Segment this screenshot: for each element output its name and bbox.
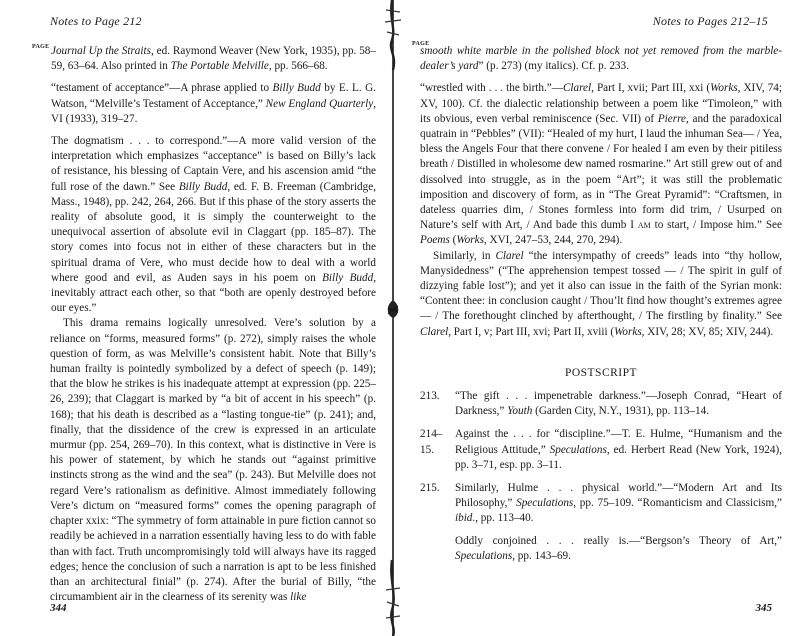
postscript-entry-215: [420, 481, 782, 564]
right-text-block: [420, 44, 782, 564]
entry-body: Against the . . . for “discipline.”—T. E. Hulme, “Humanism and the Religious Attitude,” Speculations, ed. Herbert Read (New York, 1924), pp. 3–71, esp. pp. 3–11.: [455, 428, 782, 471]
book-gutter: [380, 0, 406, 636]
entry-number: 215.: [420, 482, 440, 495]
note-wrestled: “wrestled with . . . the birth.”—Clarel, Part I, xvii; Part III, xxi (Works, XIV, 74; XV, 100). Cf. the dialectic relationship between a poem like “Timoleon,” with its obvious, even verbal reminiscence (Sec. VII) of Pierre, and the paradoxical quatrain in “Pebbles” (VII): “Healed of my hurt, I laud the inhuman Sea— / Yea, bless the Angels Four that there convene / For healed I am even by their pitiless breath / Distilled in wholesome dew named rosmarine.” Art still grew out of and dissolved into struggle, as in the poem “Art”; it was still the problematic imposition and discovery of form, as in “The Great Pyramid”: “Craftsmen, in dateless quarries dim, / Stones formless into form did trim, / Usurped on Nature’s self with Art, / And bade this dumb I am to start, / Impose him.” See Poems (Works, XVI, 247–53, 244, 270, 294).: [420, 82, 783, 247]
running-head-left: Notes to Page 212: [50, 14, 142, 28]
note-journal: Journal Up the Straits, ed. Raymond Weaver (New York, 1935), pp. 58–59, 63–64. Also printed in The Portable Melville, pp. 566–68.: [51, 45, 376, 73]
entry-body: Similarly, Hulme . . . physical world.”—“Modern Art and Its Philosophy,” Speculations, pp. 75–109. “Romanticism and Classicism,” ibid., pp. 113–40. Oddly conjoined . . . really is.—“Bergson’s Theory of Art,” Speculations, pp. 143–69.: [455, 481, 782, 564]
page-column-label-left: PAGE: [32, 44, 50, 50]
entry-number: 214–15.: [420, 428, 443, 456]
note-testament: “testament of acceptance”—A phrase applied to Billy Budd by E. L. G. Watson, “Melville’s Testament of Acceptance,” New England Quarterly, VI (1933), 319–27.: [51, 82, 376, 125]
left-text-block: [50, 44, 376, 605]
binding-shadow-graphic: [380, 0, 406, 636]
note-similarly: Similarly, in Clarel “the intersympathy of creeds” leads into “thy hollow, Manysidedness” (“The apprehension tempest tossed — / The spirit in gulf of dizzying fable lost”); and yet it also can issue in the faith of the Syrian monk: “Content thee: in conclusion caught / Thou’lt find how thought’s extremes agree— / The forethought clinched by afterthought, / The firstling by finality.” See Clarel, Part I, v; Part III, xvi; Part II, xviii (Works, XIV, 28; XV, 85; XIV, 244).: [420, 249, 782, 338]
entry-number: 213.: [420, 390, 440, 403]
postscript-heading: POSTSCRIPT: [564, 366, 638, 379]
entry-body: “The gift . . . impenetrable darkness.”—Joseph Conrad, “Heart of Darkness,” Youth (Garden City, N.Y., 1931), pp. 113–14.: [455, 390, 782, 418]
right-page: [406, 0, 800, 636]
page-column-label-right: PAGE: [412, 41, 430, 47]
note-continuation: smooth white marble in the polished block not yet removed from the marble-dealer’s yard” (p. 273) (my italics). Cf. p. 233.: [420, 45, 782, 73]
entry-subnote: Oddly conjoined . . . really is.—“Bergson’s Theory of Art,” Speculations, pp. 143–69.: [455, 534, 782, 562]
folio-right: 345: [755, 602, 772, 614]
postscript-entry-213: [420, 389, 782, 419]
note-drama: This drama remains logically unresolved. Vere’s solution by a reliance on “forms, measured forms” (p. 272), simply raises the whole question of form, as was Melville’s consistent habit. Note that Billy’s human frailty is pointedly symbolized by a defect of speech (p. 149); that the blow he strikes is his inadequate attempt at expression (pp. 225–26, 239); that Claggart is marked by “a bit of accent in his speech” (p. 168); that his death is described as a “lasting tongue-tie” (p. 241); and, finally, that the dissidence of the crew is expressed in an articulate murmur (pp. 254, 269–70). In this context, what is distinctive in Vere is his power of statement, by which he stands out “against primitive instincts strong as the wind and the sea” (p. 243). But Melville does not regard Vere’s rationalism as definitive. Almost immediately following Vere’s dictum on “measured forms” comes the opening paragraph of chapter xxix: “The symmetry of form attainable in pure fiction cannot so readily be achieved in a narration essentially having less to do with fable than with fact. Truth uncompromisingly told will always have its ragged edges; hence the conclusion of such a narration is apt to be less finished than an architectural finial” (p. 274). After the burial of Billy, “the circumambient air in the clearness of its serenity was like: [50, 317, 376, 604]
postscript-entry-214-15: [420, 427, 782, 473]
folio-left: 344: [50, 602, 67, 614]
running-head-right: Notes to Pages 212–15: [652, 14, 768, 28]
left-page: [0, 0, 392, 636]
note-dogmatism: The dogmatism . . . to correspond.”—A more valid version of the interpretation which emphasizes “acceptance” is based on Billy’s lack of resistance, his blessing of Captain Vere, and his ascension amid “the full rose of the dawn.” See Billy Budd, ed. F. B. Freeman (Cambridge, Mass., 1948), pp. 242, 264, 266. But if this phase of the story asserts the reality of absolute good, it is simply the counterweight to the unequivocal assertion of absolute evil in Claggart (pp. 185–87). The story comes into focus not in either of these characters but in the spiritual drama of Vere, who must decide how to deal with a world where good and evil, as Auden says in his poem on Billy Budd, inevitably attract each other, so that “both are openly destroyed before our eyes.”: [51, 135, 376, 315]
